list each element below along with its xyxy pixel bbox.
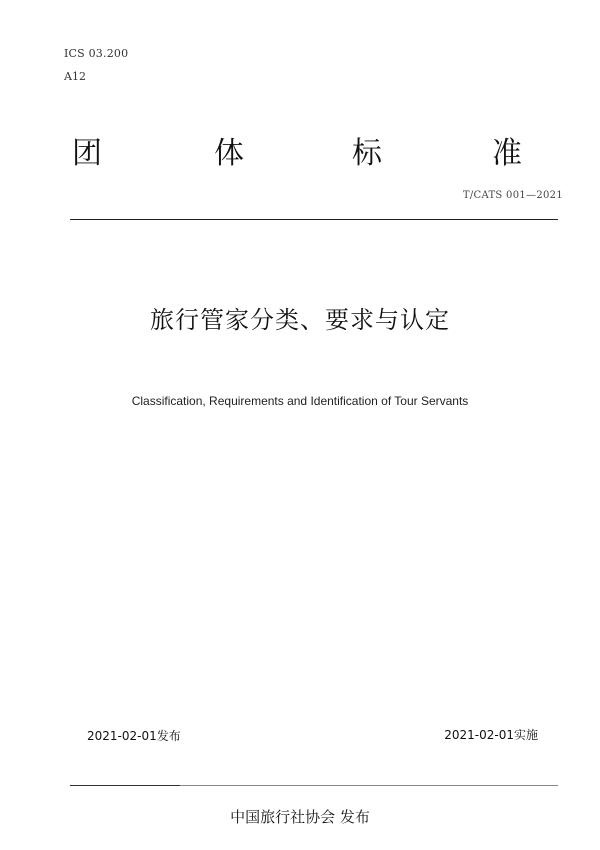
bottom-divider-accent — [70, 785, 180, 786]
standard-type-heading — [72, 134, 542, 174]
standard-type-char: 团 — [72, 136, 102, 171]
standard-number: T/CATS 001—2021 — [462, 190, 563, 201]
ccs-code: A12 — [64, 70, 86, 83]
publisher: 中国旅行社协会 发布 — [230, 808, 370, 826]
document-title-en: Classification, Requirements and Identification of Tour Servants — [131, 394, 469, 408]
top-divider — [70, 219, 558, 220]
implementation-date: 2021-02-01实施 — [444, 728, 538, 742]
publish-date: 2021-02-01发布 — [87, 729, 181, 743]
standard-type-char: 准 — [492, 136, 522, 171]
standard-type-char: 标 — [352, 136, 382, 171]
document-title-cn: 旅行管家分类、要求与认定 — [150, 306, 450, 334]
ics-code: ICS 03.200 — [64, 47, 129, 60]
standard-type-char: 体 — [214, 136, 244, 171]
